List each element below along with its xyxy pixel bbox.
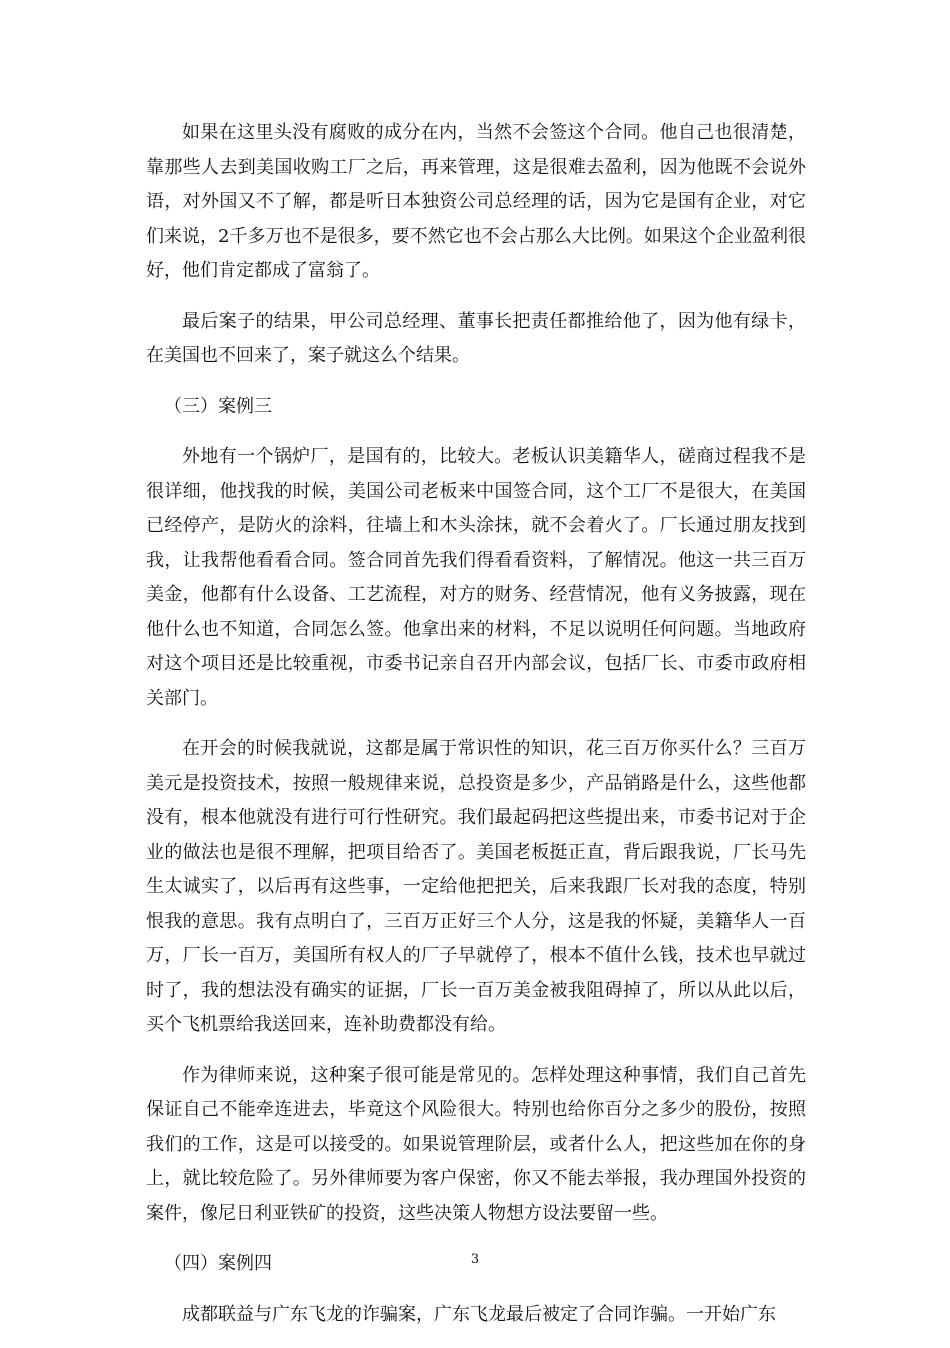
page-number: 3 [470, 1252, 480, 1267]
paragraph-corruption-analysis: 如果在这里头没有腐败的成分在内，当然不会签这个合同。他自己也很清楚，靠那些人去到美国收购工厂之后，再来管理，这是很难去盈利，因为他既不会说外语，对外国又不了解，都是听日本独资公司总经理的话，因为它是国有企业，对它们来说，2千多万也不是很多，要不然它也不会占那么大比例。如果这个企业盈利很好，他们肯定都成了富翁了。 [146, 122, 806, 281]
page-body [146, 116, 806, 1348]
paragraph-case-outcome: 最后案子的结果，甲公司总经理、董事长把责任都推给他了，因为他有绿卡，在美国也不回来了，案子就这么个结果。 [146, 310, 806, 366]
paragraph-lawyer-perspective: 作为律师来说，这种案子很可能是常见的。怎样处理这种事情，我们自己首先保证自己不能牵连进去，毕竟这个风险很大。特别也给你百分之多少的股份，按照我们的工作，这是可以接受的。如果说管理阶层，或者什么人，把这些加在你的身上，就比较危险了。另外律师要为客户保密，你又不能去举报，我办理国外投资的案件，像尼日利亚铁矿的投资，这些决策人物想方设法要留一些。 [146, 1064, 806, 1224]
paragraph-fraud-case: 成都联益与广东飞龙的诈骗案，广东飞龙最后被定了合同诈骗。一开始广东 [182, 1303, 776, 1325]
paragraph-meeting: 在开会的时候我就说，这都是属于常识性的知识，花三百万你买什么？三百万美元是投资技术，按照一般规律来说，总投资是多少，产品销路是什么，这些他都没有，根本他就没有进行可行性研究。我们最起码把这些提出来，市委书记对于企业的做法也是很不理解，把项目给否了。美国老板挺正直，背后跟我说，厂长马先生太诚实了，以后再有这些事，一定给他把把关，后来我跟厂长对我的态度，特别恨我的意思。我有点明白了，三百万正好三个人分，这是我的怀疑，美籍华人一百万，厂长一百万，美国所有权人的厂子早就停了，根本不值什么钱，技术也早就过时了，我的想法没有确实的证据，厂长一百万美金被我阻碍掉了，所以从此以后，买个飞机票给我送回来，连补助费都没有给。 [146, 738, 806, 1035]
paragraph-boiler-factory: 外地有一个锅炉厂，是国有的，比较大。老板认识美籍华人，磋商过程我不是很详细，他找我的时候，美国公司老板来中国签合同，这个工厂不是很大，在美国已经停产，是防火的涂料，往墙上和木头涂抹，就不会着火了。厂长通过朋友找到我，让我帮他看看合同。签合同首先我们得看看资料，了解情况。他这一共三百万美金，他都有什么设备、工艺流程，对方的财务、经营情况，他有义务披露，现在他什么也不知道，合同怎么签。他拿出来的材料，不足以说明任何问题。当地政府对这个项目还是比较重视，市委书记亲自召开内部会议，包括厂长、市委市政府相关部门。 [146, 446, 806, 709]
heading-case-three: （三）案例三 [164, 395, 272, 417]
heading-case-four: （四）案例四 [164, 1253, 272, 1274]
